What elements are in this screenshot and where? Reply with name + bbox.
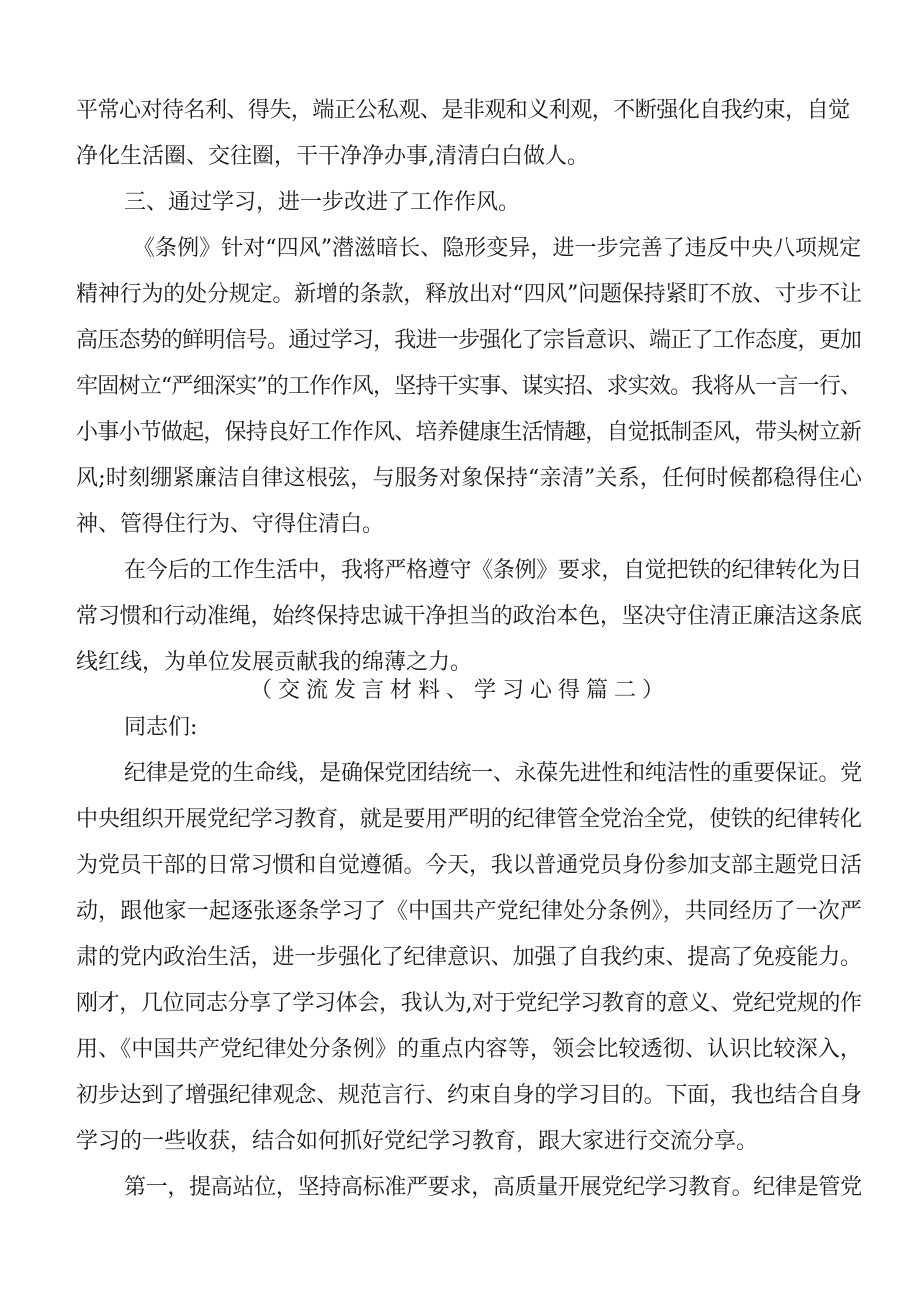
salutation: 同志们: (124, 715, 198, 740)
section-title: （交流发言材料、学习心得篇二） (249, 678, 670, 703)
text-line: 纪律是党的生命线，是确保党团结统一、永葆先进性和纯洁性的重要保证。党 (124, 761, 862, 786)
text-line: 高压态势的鲜明信号。通过学习，我进一步强化了宗旨意识、端正了工作态度，更加 (76, 328, 862, 353)
text-line: 风;时刻绷紧廉洁自律这根弦，与服务对象保持“亲清”关系，任何时候都稳得住心 (76, 466, 863, 491)
text-line: 第一，提高站位，坚持高标准严要求，高质量开展党纪学习教育。纪律是管党 (124, 1175, 862, 1200)
text-line: 初步达到了增强纪律观念、规范言行、约束自身的学习目的。下面，我也结合自身 (76, 1083, 862, 1108)
text-line: 动，跟他家一起逐张逐条学习了《中国共产党纪律处分条例》，共同经历了一次严 (76, 899, 863, 924)
text-line: 为党员干部的日常习惯和自觉遵循。今天，我以普通党员身份参加支部主题党日活 (76, 853, 862, 878)
text-line: 在今后的工作生活中，我将严格遵守《条例》要求，自觉把铁的纪律转化为日 (124, 558, 862, 583)
text-line: 神、管得住行为、守得住清白。 (76, 512, 385, 537)
text-line: 精神行为的处分规定。新增的条款，释放出对“四风”问题保持紧盯不放、寸步不让 (76, 282, 862, 307)
text-line: 净化生活圈、交往圈，干干净净办事,清清白白做人。 (76, 144, 589, 169)
text-line: 用、《中国共产党纪律处分条例》的重点内容等，领会比较透彻、认识比较深入， (76, 1037, 863, 1062)
text-line: 常习惯和行动准绳，始终保持忠诚干净担当的政治本色，坚决守住清正廉洁这条底 (76, 604, 862, 629)
text-line: 小事小节做起，保持良好工作作风、培养健康生活情趣，自觉抵制歪风，带头树立新 (76, 420, 862, 445)
text-line: 刚才，几位同志分享了学习体会，我认为,对于党纪学习教育的意义、党纪党规的作 (76, 991, 862, 1016)
section-heading: 三、通过学习，进一步改进了工作作风。 (124, 190, 521, 215)
text-line: 《条例》针对“四风”潜滋暗长、隐形变异，进一步完善了违反中央八项规定 (133, 236, 862, 261)
text-line: 线红线，为单位发展贡献我的绵薄之力。 (76, 650, 473, 675)
text-line: 中央组织开展党纪学习教育，就是要用严明的纪律管全党治全党，使铁的纪律转化 (76, 807, 862, 832)
text-line: 学习的一些收获，结合如何抓好党纪学习教育，跟大家进行交流分享。 (76, 1129, 759, 1154)
text-line: 平常心对待名利、得失，端正公私观、是非观和义利观，不断强化自我约束，自觉 (76, 98, 850, 123)
text-line: 牢固树立“严细深实”的工作作风，坚持干实事、谋实招、求实效。我将从一言一行、 (76, 374, 862, 399)
text-line: 肃的党内政治生活，进一步强化了纪律意识、加强了自我约束、提高了免疫能力。 (76, 945, 862, 970)
